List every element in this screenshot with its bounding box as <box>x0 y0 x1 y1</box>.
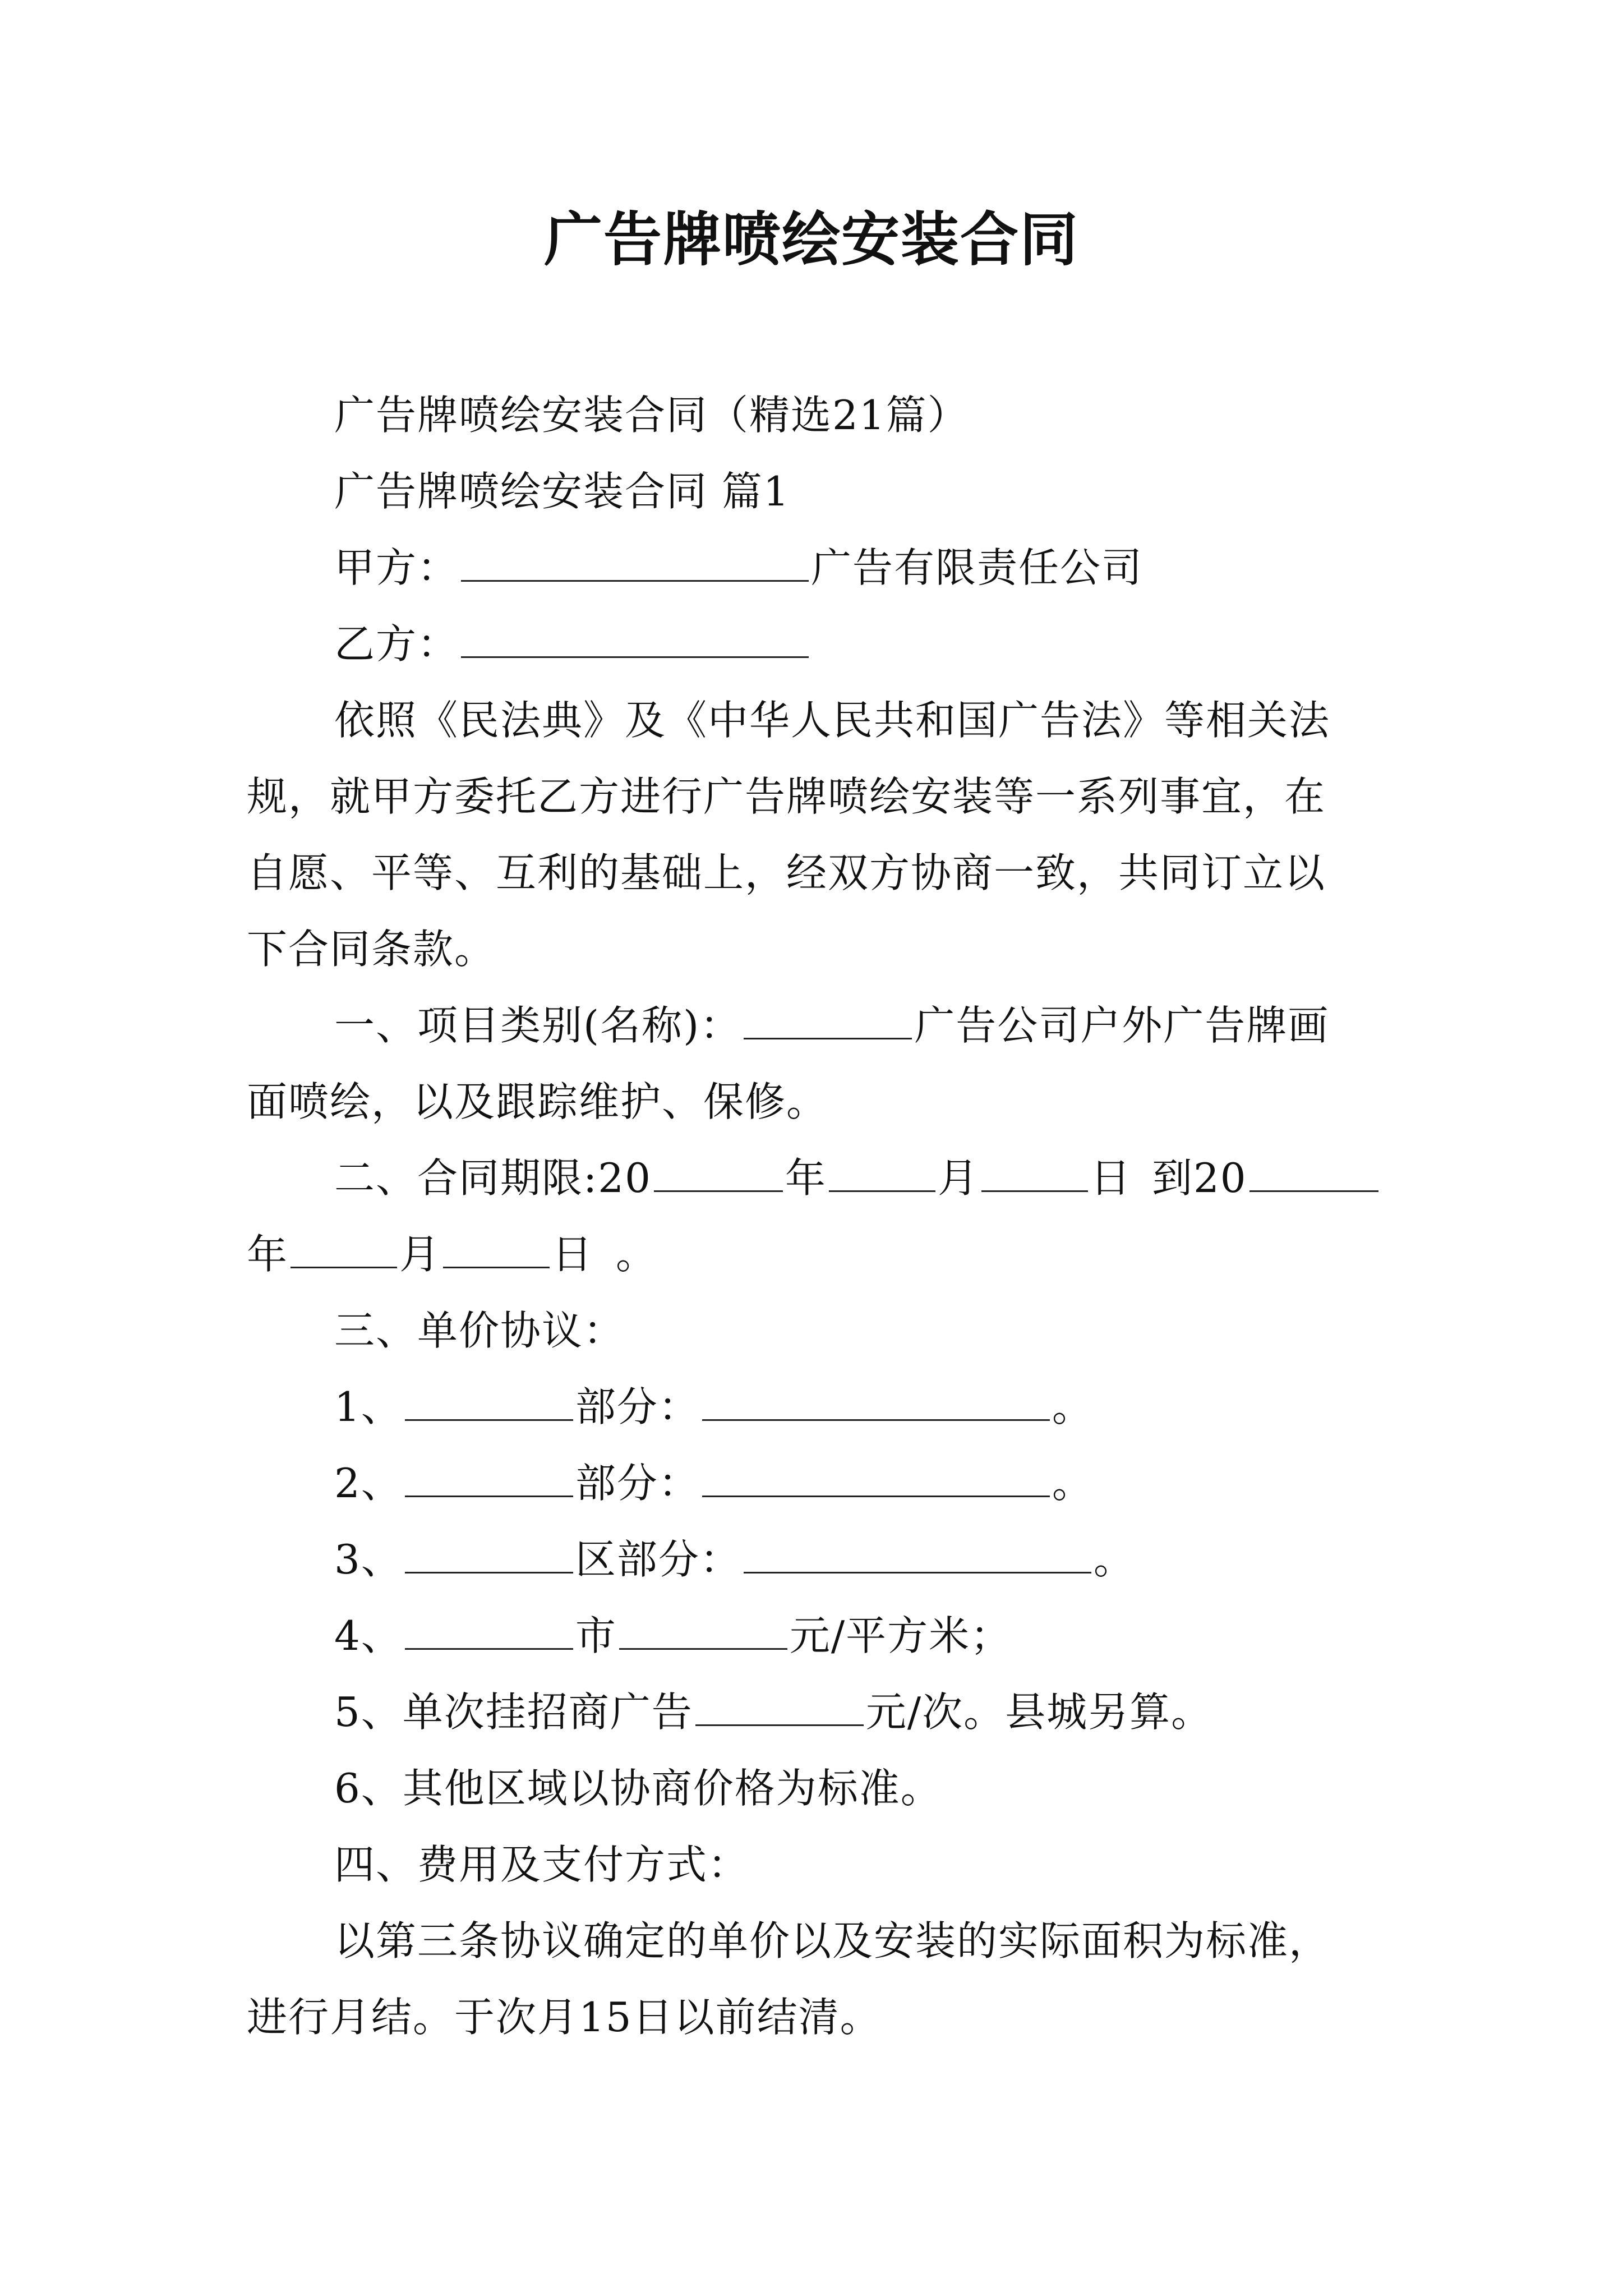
intro-line-1: 依照《民法典》及《中华人民共和国广告法》等相关法 <box>334 697 1331 744</box>
clause2-month: 月 <box>937 1154 979 1202</box>
item5-blank <box>695 1685 864 1726</box>
clause3-item-1 <box>334 1379 1094 1435</box>
clause3-item-3 <box>334 1531 1135 1588</box>
clause2-day2-blank <box>443 1227 550 1268</box>
document-title: 广告牌喷绘安装合同 <box>543 205 1079 274</box>
party-b-line <box>334 616 811 672</box>
item1-blank-b <box>702 1380 1050 1421</box>
party-a-label: 甲方： <box>334 544 459 591</box>
intro-line-3: 自愿、平等、互利的基础上，经双方协商一致，共同订立以 <box>247 849 1326 896</box>
clause4-heading: 四、费用及支付方式： <box>334 1841 750 1888</box>
clause2-end: 。 <box>616 1231 658 1278</box>
item4-blank-a <box>405 1609 573 1650</box>
clause2-month-blank <box>829 1151 935 1192</box>
clause2-line-1 <box>334 1150 1381 1206</box>
party-b-label: 乙方： <box>334 620 459 668</box>
clause2-day2: 日 <box>552 1231 594 1278</box>
item2-blank-b <box>702 1456 1050 1497</box>
clause3-item-2 <box>334 1455 1094 1511</box>
clause2-year: 年 <box>785 1154 827 1202</box>
clause2-to: 到20 <box>1151 1154 1247 1202</box>
item1-num: 1、 <box>334 1383 403 1430</box>
item5-pre: 5、单次挂招商广告 <box>334 1688 693 1736</box>
item4-end: 元/平方米； <box>789 1612 1012 1659</box>
item2-end: 。 <box>1052 1460 1094 1507</box>
item1-blank-a <box>405 1380 573 1421</box>
party-a-blank <box>461 541 809 582</box>
clause2-day-blank <box>981 1151 1088 1192</box>
intro-line-2: 规，就甲方委托乙方进行广告牌喷绘安装等一系列事宜，在 <box>247 773 1326 820</box>
item4-num: 4、 <box>334 1612 403 1659</box>
clause1-blank <box>744 999 912 1039</box>
clause2-year-blank <box>654 1151 783 1192</box>
party-a-line <box>334 540 1143 596</box>
clause2-line-2 <box>247 1226 657 1282</box>
subtitle: 广告牌喷绘安装合同（精选21篇） <box>334 392 969 439</box>
intro-line-4: 下合同条款。 <box>247 926 496 973</box>
clause4-line-1: 以第三条协议确定的单价以及安装的实际面积为标准， <box>334 1917 1331 1964</box>
item5-end: 元/次。县城另算。 <box>865 1688 1213 1736</box>
clause3-heading: 三、单价协议： <box>334 1307 625 1354</box>
item3-mid: 区部分： <box>575 1536 741 1583</box>
item3-end: 。 <box>1093 1536 1135 1583</box>
item4-blank-b <box>619 1609 787 1650</box>
clause3-item-6: 6、其他区域以协商价格为标准。 <box>334 1765 942 1812</box>
item2-mid: 部分： <box>575 1460 700 1507</box>
clause1-suffix: 广告公司户外广告牌画 <box>914 1002 1330 1049</box>
party-b-blank <box>461 617 809 658</box>
clause2-month2-blank <box>291 1227 397 1268</box>
clause2-day: 日 <box>1090 1154 1132 1202</box>
section-heading: 广告牌喷绘安装合同 篇1 <box>334 468 790 515</box>
clause1-prefix: 一、项目类别(名称)： <box>334 1002 742 1049</box>
item1-mid: 部分： <box>575 1383 700 1430</box>
clause2-month2: 月 <box>399 1231 441 1278</box>
clause2-prefix: 二、合同期限:20 <box>334 1154 652 1202</box>
party-a-suffix: 广告有限责任公司 <box>811 544 1144 591</box>
item2-num: 2、 <box>334 1460 403 1507</box>
clause2-year2: 年 <box>247 1231 289 1278</box>
item4-mid: 市 <box>575 1612 617 1659</box>
item2-blank-a <box>405 1456 573 1497</box>
item1-end: 。 <box>1052 1383 1094 1430</box>
clause1-line-2: 面喷绘，以及跟踪维护、保修。 <box>247 1078 828 1125</box>
item3-num: 3、 <box>334 1536 403 1583</box>
clause3-item-5 <box>334 1684 1212 1740</box>
clause1-line-1 <box>334 997 1329 1053</box>
item3-blank-a <box>405 1533 573 1573</box>
clause3-item-4 <box>334 1608 1012 1664</box>
clause2-year2-blank <box>1249 1151 1378 1192</box>
clause4-line-2: 进行月结。于次月15日以前结清。 <box>247 1994 882 2041</box>
item3-blank-b <box>744 1533 1091 1573</box>
